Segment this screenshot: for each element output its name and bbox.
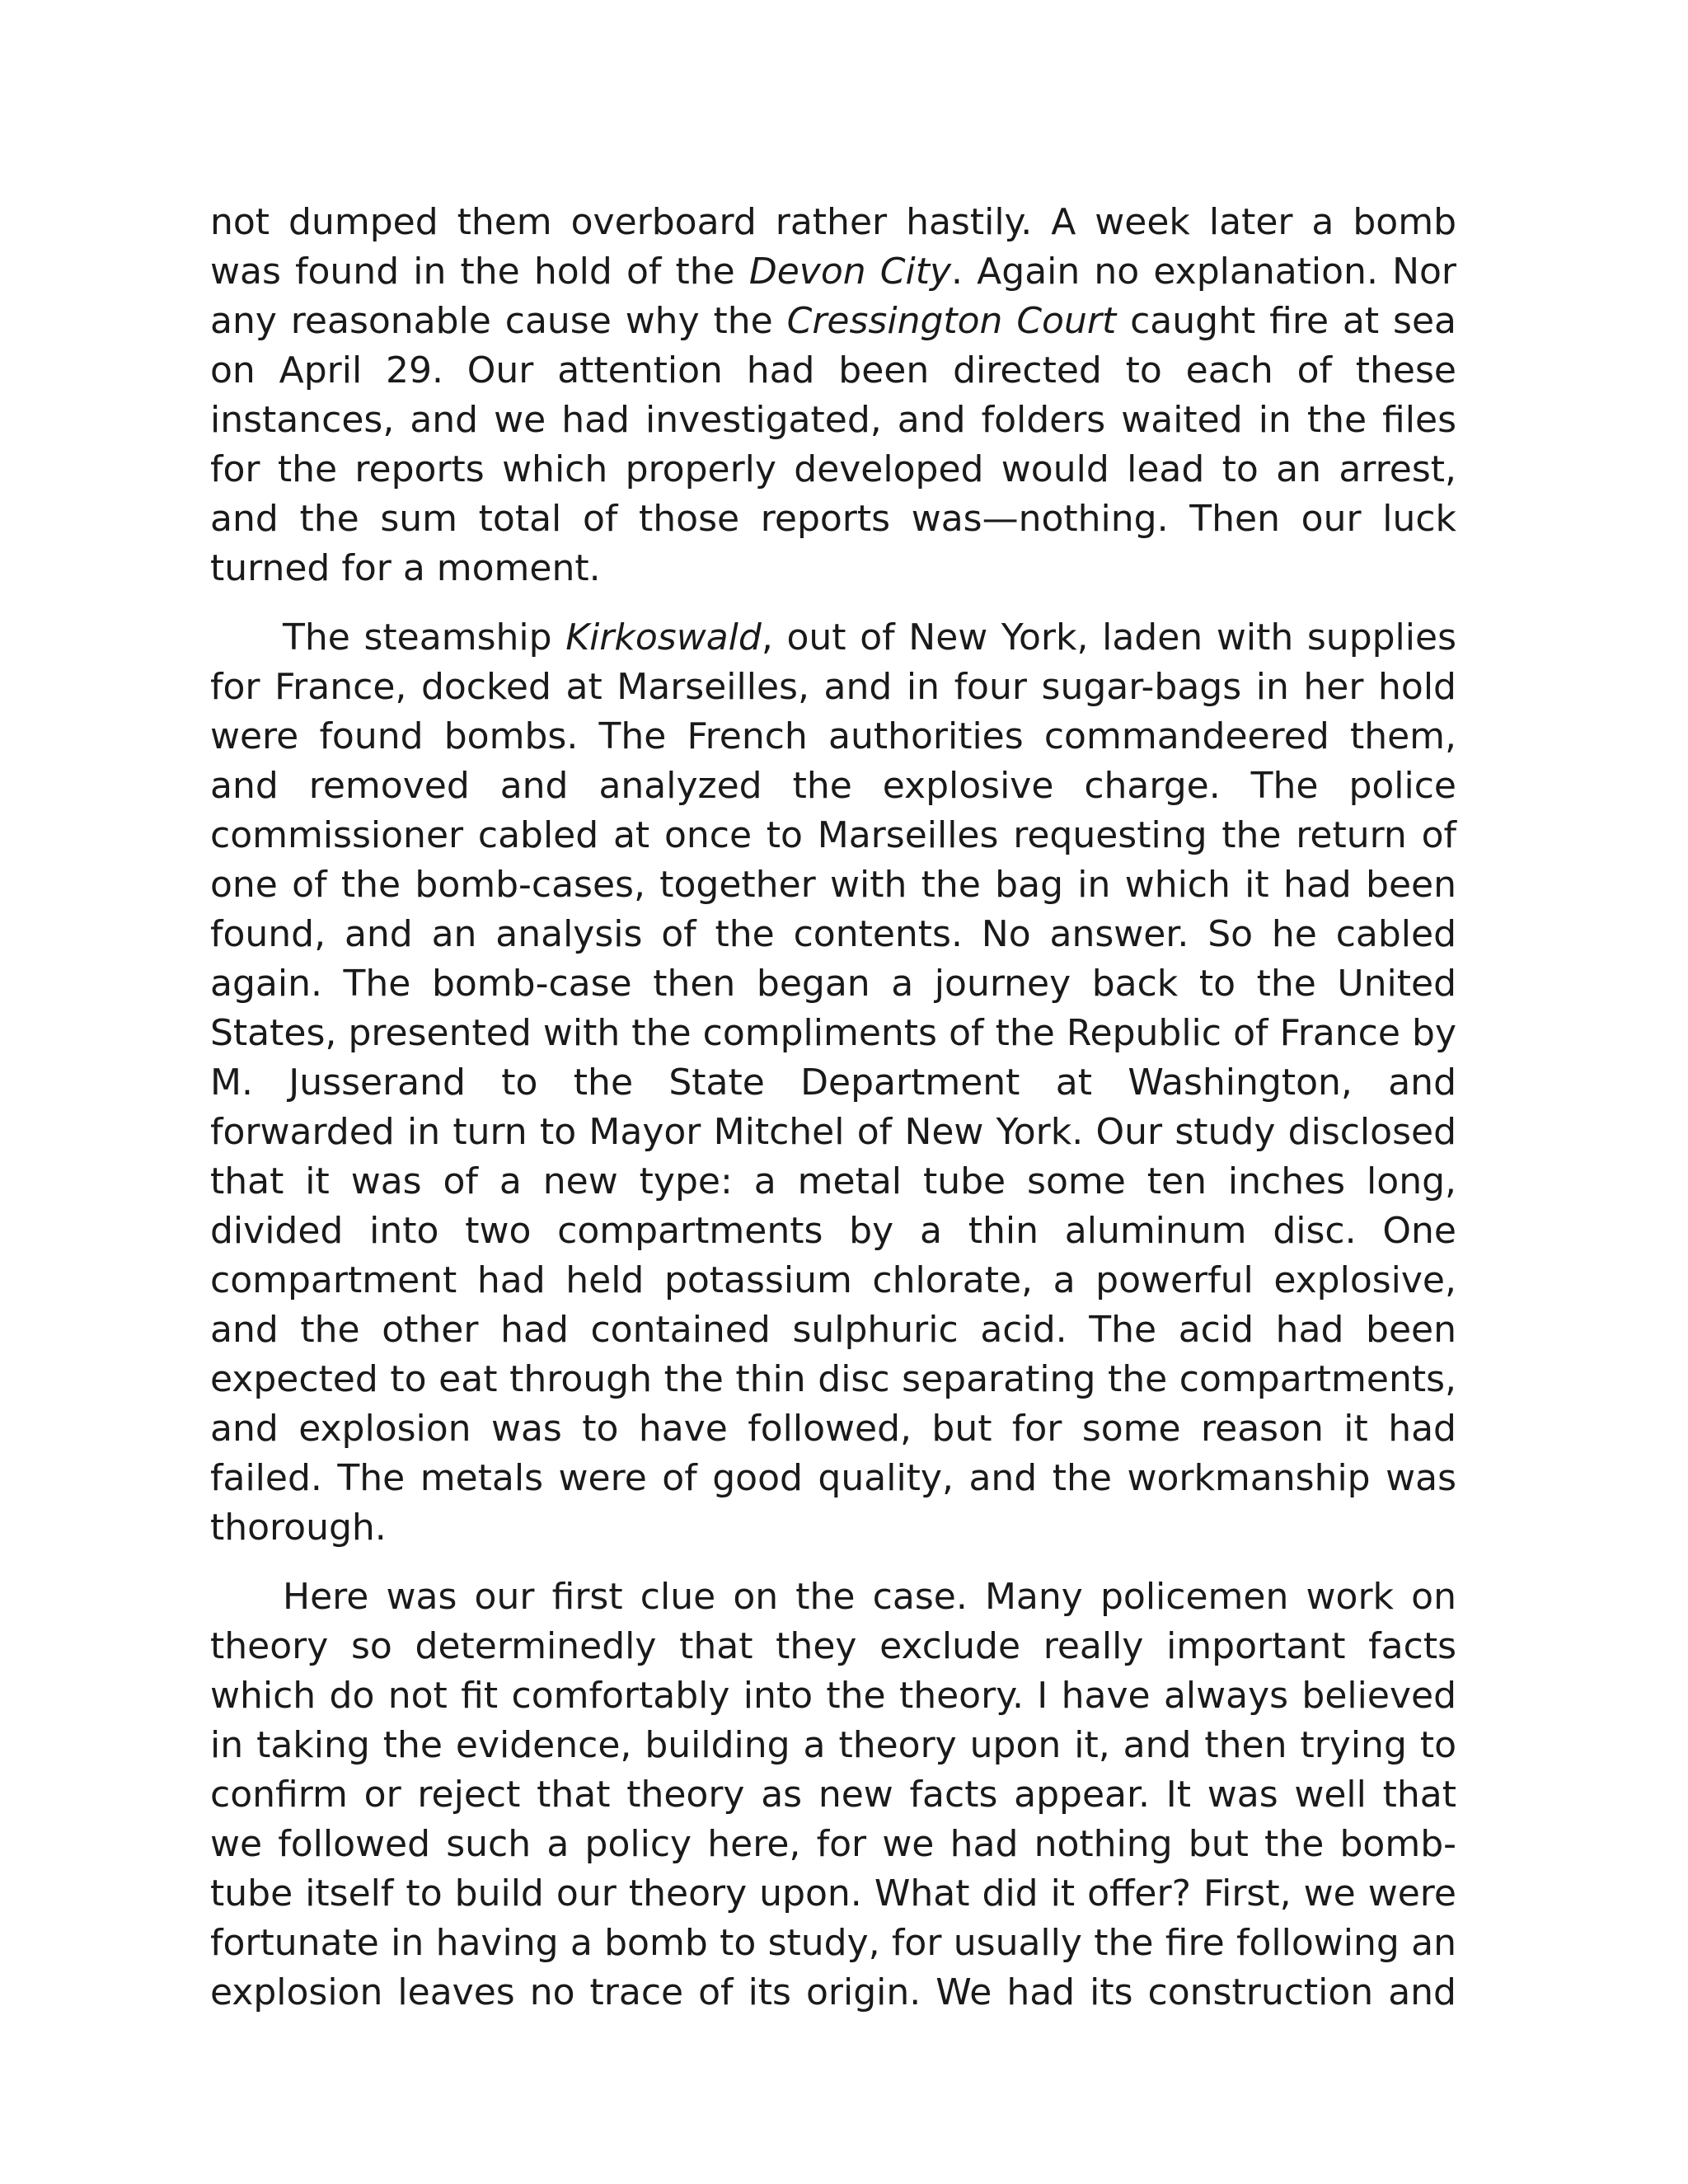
text-run: , out of New York, laden with supplies for France, docked at Marseilles, and in four sugar-bags in her hold were found bombs. The French authorities commandeered them, and removed and analyzed the explosive charge. The police commissioner cabled at once to Marseilles requesting the return of one of the bomb-cases, together with the bag in which it had been found, and an analysis of the contents. No answer. So he cabled again. The bomb-case then began a journey back to the United States, presented with the compliments of the Republic of France by M. Jusserand to the State Department at Washington, and forwarded in turn to Mayor Mitchel of New York. Our study disclosed that it was of a new type: a metal tube some ten inches long, divided into two compartments by a thin aluminum disc. One compartment had held potassium chlorate, a powerful explosive, and the other had contained sulphuric acid. The acid had been expected to eat through the thin disc separating the compartments, and explosion was to have followed, but for some reason it had failed. The metals were of good quality, and the workmanship was thorough. xyxy=(210,616,1456,1549)
text-run: not dumped them overboard rather hastily. A week later a bomb was found in the hold of the xyxy=(210,201,1456,293)
text-run: caught fire at sea on April 29. Our attention had been directed to each of these instances, and we had investigated, and folders waited in the files for the reports which properly developed would lead to an arrest, and the sum total of those reports was—nothing. Then our luck turned for a moment. xyxy=(210,300,1456,589)
text-run: The steamship xyxy=(283,616,566,658)
text-run: . Again no explanation. Nor any reasonable cause why the xyxy=(210,251,1456,342)
paragraph-1 xyxy=(210,198,1456,593)
text-run: Here was our first clue on the case. Many policemen work on theory so determinedly that they exclude really important facts which do not fit comfortably into the theory. I have always believed in taking the evidence, building a theory upon it, and then trying to confirm or reject that theory as new facts appear. It was well that we followed such a policy here, for we had nothing but the bomb-tube itself to build our theory upon. What did it offer? First, we were fortunate in having a bomb to study, for usually the fire following an explosion leaves no trace of its origin. We had its construction and xyxy=(210,1576,1456,2013)
paragraph-2 xyxy=(210,613,1456,1553)
ship-name-kirkoswald: Kirkoswald xyxy=(565,616,762,658)
ship-name-cressington-court: Cressington Court xyxy=(786,300,1117,342)
body-text xyxy=(210,198,1456,2037)
paragraph-3 xyxy=(210,1572,1456,2018)
ship-name-devon-city: Devon City xyxy=(748,251,952,293)
